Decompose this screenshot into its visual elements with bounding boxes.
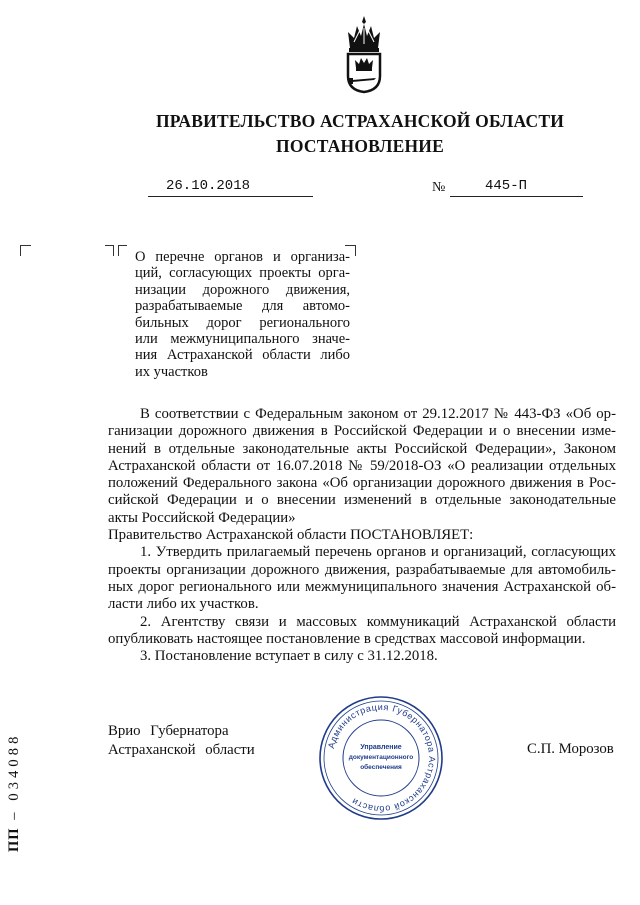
stamp-inner-line: обеспечения (360, 764, 402, 771)
coat-of-arms-icon (340, 14, 388, 94)
body-line: акты Российской Федерации» (108, 509, 296, 526)
date-value: 26.10.2018 (166, 178, 251, 194)
number-value: 445-П (485, 178, 528, 194)
official-stamp (318, 695, 444, 821)
serial-prefix: ПП (6, 827, 22, 852)
signer-position-line: Астраханской области (108, 742, 255, 758)
government-title: ПРАВИТЕЛЬСТВО АСТРАХАНСКОЙ ОБЛАСТИ (155, 111, 565, 131)
document-type-title: ПОСТАНОВЛЕНИЕ (276, 136, 444, 156)
date-field (148, 178, 313, 197)
subject-line: бильных дорог регионального (135, 314, 350, 331)
signer-position-line: Врио Губернатора (108, 723, 229, 739)
subject-line: низации дорожного движения, (135, 281, 350, 298)
stamp-inner-line: Управление (360, 744, 402, 751)
item-2 (108, 614, 616, 649)
signer-position (108, 722, 255, 760)
subject-line: их участков (135, 363, 208, 380)
body-line: положений Федерального закона «Об организации дорожного движения в Рос- (108, 475, 616, 492)
item-3: 3. Постановление вступает в силу с 31.12.2018. (140, 648, 438, 665)
body-line: 2. Агентству связи и массовых коммуникаций Астраханской области (140, 613, 616, 630)
number-field (450, 178, 583, 197)
stamp-ring-text: Администрация Губернатора Астраханской области (325, 701, 438, 815)
body-line: 1. Утвердить прилагаемый перечень органов и организаций, согласующих (140, 544, 616, 561)
resolves-line: Правительство Астраханской области ПОСТАНОВЛЯЕТ: (108, 527, 474, 544)
body-line: ганизации дорожного движения в Российской Федерации и о внесении изме- (108, 423, 616, 440)
body-line: ласти либо их участков. (108, 596, 259, 613)
body-line: опубликовать настоящее постановление в средствах массовой информации. (108, 630, 586, 647)
subject-line: разрабатываемые для автомо- (135, 298, 350, 315)
subject-line: или межмуниципального значе- (135, 331, 350, 348)
stamp-inner-line: документационного (348, 754, 414, 761)
document-subject (135, 249, 350, 380)
body-line: сийской Федерации и о внесении изменений в отдельные законодательные (108, 492, 616, 509)
preamble-paragraph (108, 406, 616, 527)
corner-mark (118, 245, 127, 256)
serial-number: – 034088 (6, 732, 22, 820)
subject-line: ния Астраханской области либо (135, 347, 350, 364)
body-line: Астраханской области от 16.07.2018 № 59/2018-ОЗ «О реализации отдельных (108, 457, 616, 474)
body-line: проекты организации дорожного движения, разрабатываемые для автомобиль- (108, 561, 616, 578)
body-line: нений в отдельные законодательные акты Российской Федерации», Законом (108, 440, 616, 457)
document-body (108, 406, 616, 665)
subject-line: О перечне органов и организа- (135, 249, 350, 265)
signer-name: С.П. Морозов (527, 741, 614, 757)
body-line: В соответствии с Федеральным законом от 29.12.2017 № 443-ФЗ «Об ор- (140, 406, 616, 422)
subject-line: ций, согласующих проекты орга- (135, 265, 350, 282)
side-serial-code (6, 647, 23, 852)
number-sign: № (432, 180, 446, 195)
corner-mark (105, 245, 114, 256)
corner-mark (20, 245, 31, 256)
item-1 (108, 544, 616, 613)
body-line: ных дорог регионального или межмуниципального значения Астраханской об- (108, 578, 616, 595)
